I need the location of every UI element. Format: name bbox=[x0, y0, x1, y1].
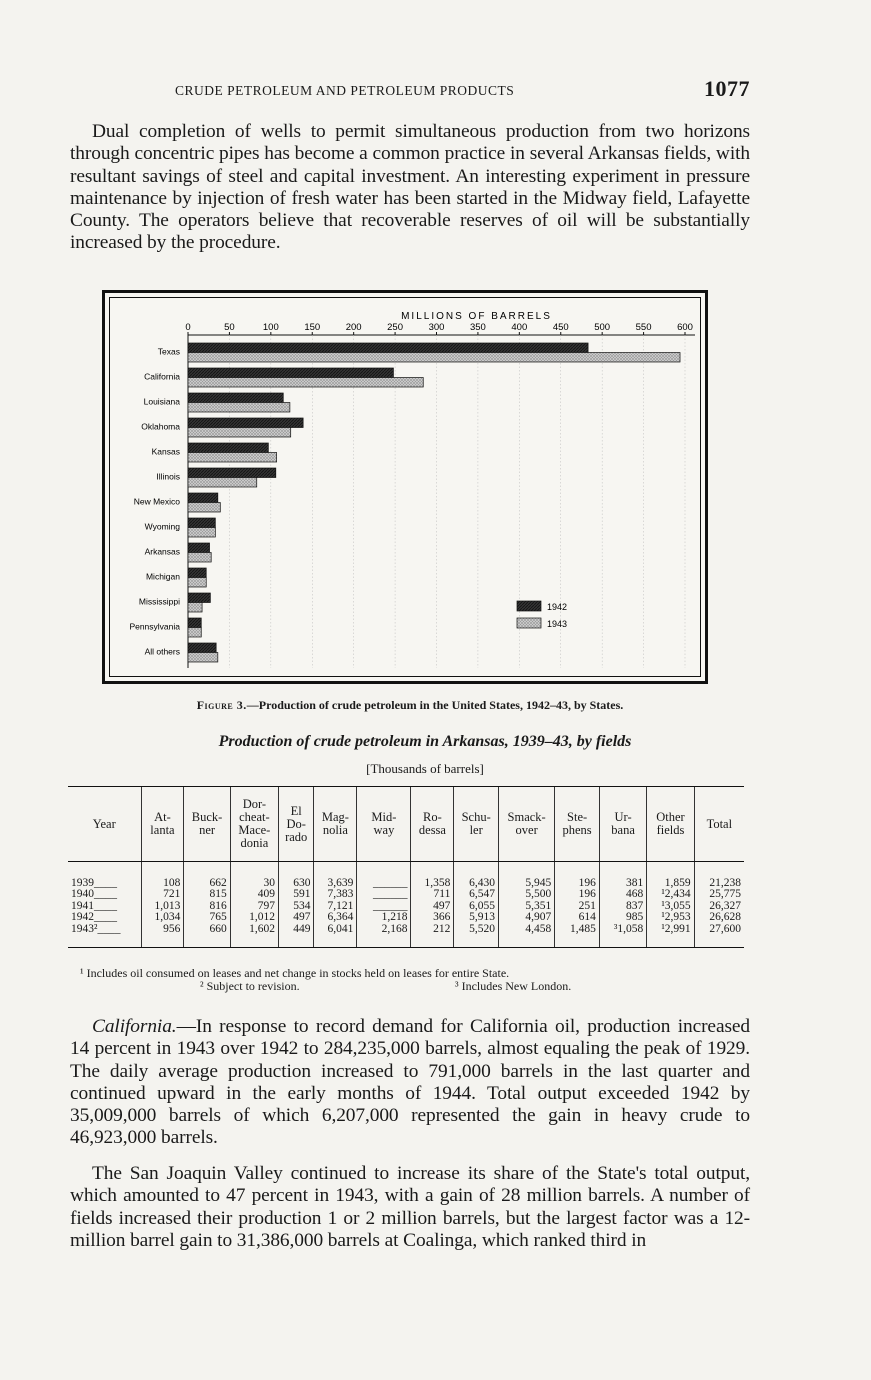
value-cell: 1,012 bbox=[230, 912, 278, 923]
value-cell: ¹2,434 bbox=[647, 889, 694, 900]
year-cell: 1943²____ bbox=[68, 924, 141, 948]
x-tick-label: 100 bbox=[262, 322, 279, 333]
bar-1942 bbox=[188, 343, 588, 353]
footnote-1: ¹ Includes oil consumed on leases and net change in stocks held on leases for entire State. bbox=[80, 966, 510, 980]
value-cell: 534 bbox=[278, 901, 314, 912]
category-label: Michigan bbox=[145, 571, 180, 582]
bar-1943 bbox=[188, 553, 211, 563]
value-cell: 6,041 bbox=[314, 924, 357, 948]
value-cell: 4,458 bbox=[498, 924, 554, 948]
value-cell: 409 bbox=[230, 889, 278, 900]
bar-1942 bbox=[188, 368, 393, 378]
column-header: Mag- nolia bbox=[314, 787, 357, 862]
value-cell: ¹3,055 bbox=[647, 901, 694, 912]
value-cell: 5,520 bbox=[454, 924, 499, 948]
column-header: Total bbox=[694, 787, 744, 862]
legend-swatch bbox=[517, 618, 541, 628]
value-cell: 25,775 bbox=[694, 889, 744, 900]
bar-1942 bbox=[188, 543, 210, 553]
value-cell: 6,364 bbox=[314, 912, 357, 923]
paragraph-california bbox=[70, 1016, 750, 1150]
value-cell: 1,218 bbox=[357, 912, 411, 923]
column-header: Buck- ner bbox=[184, 787, 230, 862]
year-cell: 1940____ bbox=[71, 888, 117, 901]
value-cell: 449 bbox=[278, 924, 314, 948]
california-lead: California. bbox=[92, 1016, 177, 1037]
x-tick-label: 200 bbox=[345, 322, 362, 333]
x-tick-label: 300 bbox=[428, 322, 445, 333]
production-chart bbox=[102, 290, 708, 684]
value-cell: 381 bbox=[599, 878, 646, 889]
bar-1942 bbox=[188, 443, 268, 453]
value-cell: ³1,058 bbox=[599, 924, 646, 948]
value-cell: 7,383 bbox=[314, 889, 357, 900]
category-label: Louisiana bbox=[143, 396, 180, 407]
bar-1943 bbox=[188, 378, 423, 388]
bar-1943 bbox=[188, 403, 290, 413]
value-cell: 6,430 bbox=[454, 878, 499, 889]
value-cell: ______ bbox=[357, 901, 411, 912]
value-cell: 26,628 bbox=[694, 912, 744, 923]
figure-caption-lead: Figure 3. bbox=[196, 698, 247, 712]
bar-1942 bbox=[188, 593, 210, 603]
value-cell: 468 bbox=[599, 889, 646, 900]
value-cell: 108 bbox=[141, 878, 184, 889]
value-cell: 765 bbox=[184, 912, 230, 923]
value-cell: 6,547 bbox=[454, 889, 499, 900]
x-tick-label: 400 bbox=[511, 322, 528, 333]
category-label: Mississippi bbox=[138, 596, 180, 607]
legend-label: 1942 bbox=[547, 602, 568, 612]
value-cell: 711 bbox=[411, 889, 454, 900]
value-cell: 5,500 bbox=[498, 889, 554, 900]
value-cell: 662 bbox=[184, 878, 230, 889]
paragraph-dual-completion: Dual completion of wells to permit simultaneous production from two horizons through concentric pipes has become a common practice in several Arkansas fields, with resultant savings of steel and capital investment. An interesting experiment in pressure maintenance by injection of fresh water has been started in the Midway field, Lafayette County. The operators believe that recoverable reserves of oil will be substantially increased by the procedure. bbox=[70, 121, 750, 254]
category-label: Arkansas bbox=[144, 546, 180, 557]
category-label: Wyoming bbox=[144, 521, 180, 532]
x-tick-label: 450 bbox=[552, 322, 569, 333]
bar-1943 bbox=[188, 653, 218, 663]
value-cell: 1,013 bbox=[141, 901, 184, 912]
page-number: 1077 bbox=[704, 76, 750, 101]
column-header: Dor- cheat- Mace- donia bbox=[230, 787, 278, 862]
value-cell: 497 bbox=[411, 901, 454, 912]
value-cell: ______ bbox=[357, 889, 411, 900]
value-cell: 837 bbox=[599, 901, 646, 912]
column-header: Ur- bana bbox=[599, 787, 646, 862]
california-text: —In response to record demand for California oil, production increased 14 percent in 1943 over 1942 to 284,235,000 barrels, almost equaling the peak of 1929. The daily average production increased to 791,000 barrels in the last quarter and continued upward in the early months of 1944. Total output exceeded 1942 by 35,009,000 barrels of which 6,207,000 represented the gain in heavy crude to 46,923,000 barrels. bbox=[70, 1016, 750, 1149]
x-tick-label: 0 bbox=[185, 322, 191, 333]
value-cell: 5,913 bbox=[454, 912, 499, 923]
table-row bbox=[68, 924, 744, 948]
chart-svg bbox=[105, 293, 705, 681]
category-label: Texas bbox=[157, 346, 180, 357]
value-cell: 497 bbox=[278, 912, 314, 923]
value-cell: 614 bbox=[555, 912, 600, 923]
footnote-3: ³ Includes New London. bbox=[455, 979, 572, 993]
value-cell: 21,238 bbox=[694, 878, 744, 889]
x-tick-label: 550 bbox=[635, 322, 652, 333]
paragraph-san-joaquin: The San Joaquin Valley continued to increase its share of the State's total output, which amounted to 47 percent in 1943, with a gain of 28 million barrels. A number of fields increased their production 1 or 2 million barrels, but the largest factor was a 12-million barrel gain to 31,386,000 barrels at Coalinga, which ranked third in bbox=[70, 1163, 750, 1251]
bar-1943 bbox=[188, 603, 202, 613]
column-header: Ro- dessa bbox=[411, 787, 454, 862]
bar-1942 bbox=[188, 518, 215, 528]
bar-1943 bbox=[188, 578, 206, 588]
bar-1942 bbox=[188, 393, 283, 403]
value-cell: 1,602 bbox=[230, 924, 278, 948]
value-cell: 956 bbox=[141, 924, 184, 948]
legend-label: 1943 bbox=[547, 619, 568, 629]
chart-title: MILLIONS OF BARRELS bbox=[401, 311, 552, 322]
year-cell: 1939____ bbox=[71, 877, 117, 889]
year-cell: 1942____ bbox=[71, 911, 117, 924]
value-cell: 1,485 bbox=[555, 924, 600, 948]
category-label: Kansas bbox=[151, 446, 180, 457]
value-cell: ¹2,953 bbox=[647, 912, 694, 923]
table-title: Production of crude petroleum in Arkansas, 1939–43, by fields bbox=[218, 733, 632, 750]
x-tick-label: 250 bbox=[387, 322, 404, 333]
category-label: Illinois bbox=[156, 471, 180, 482]
value-cell: 985 bbox=[599, 912, 646, 923]
column-header: Other fields bbox=[647, 787, 694, 862]
value-cell: 1,859 bbox=[647, 878, 694, 889]
value-cell: 721 bbox=[141, 889, 184, 900]
table-header-row bbox=[68, 787, 744, 862]
value-cell: 660 bbox=[184, 924, 230, 948]
figure-caption-text: —Production of crude petroleum in the United States, 1942–43, by States. bbox=[246, 698, 624, 712]
category-label: California bbox=[144, 371, 180, 382]
x-tick-label: 600 bbox=[677, 322, 693, 333]
x-tick-label: 50 bbox=[224, 322, 235, 333]
bar-1943 bbox=[188, 628, 201, 638]
column-header: El Do- rado bbox=[278, 787, 314, 862]
value-cell: 591 bbox=[278, 889, 314, 900]
value-cell: 4,907 bbox=[498, 912, 554, 923]
value-cell: 212 bbox=[411, 924, 454, 948]
x-tick-label: 350 bbox=[469, 322, 486, 333]
x-tick-label: 500 bbox=[594, 322, 611, 333]
value-cell: 30 bbox=[230, 878, 278, 889]
value-cell: 5,351 bbox=[498, 901, 554, 912]
value-cell: 3,639 bbox=[314, 878, 357, 889]
bar-1942 bbox=[188, 643, 216, 653]
legend-swatch bbox=[517, 601, 541, 611]
category-label: Oklahoma bbox=[141, 421, 180, 432]
bar-1942 bbox=[188, 618, 201, 628]
bar-1943 bbox=[188, 503, 220, 513]
footnote-2: ² Subject to revision. bbox=[200, 979, 300, 993]
value-cell: 6,055 bbox=[454, 901, 499, 912]
value-cell: 1,034 bbox=[141, 912, 184, 923]
value-cell: 196 bbox=[555, 889, 600, 900]
x-tick-label: 150 bbox=[304, 322, 321, 333]
column-header: Mid- way bbox=[357, 787, 411, 862]
bar-1942 bbox=[188, 418, 303, 428]
value-cell: ______ bbox=[357, 878, 411, 889]
bar-1943 bbox=[188, 478, 257, 488]
column-header: Schu- ler bbox=[454, 787, 499, 862]
bar-1943 bbox=[188, 353, 680, 363]
value-cell: 251 bbox=[555, 901, 600, 912]
bar-1942 bbox=[188, 493, 218, 503]
value-cell: 1,358 bbox=[411, 878, 454, 889]
value-cell: 5,945 bbox=[498, 878, 554, 889]
running-head bbox=[175, 76, 750, 104]
category-label: Pennsylvania bbox=[129, 621, 180, 632]
category-label: All others bbox=[144, 646, 180, 657]
column-header: Ste- phens bbox=[555, 787, 600, 862]
year-cell: 1941____ bbox=[71, 899, 117, 912]
table-body bbox=[68, 862, 744, 948]
arkansas-production-table bbox=[68, 786, 744, 948]
value-cell: 630 bbox=[278, 878, 314, 889]
column-header: Year bbox=[68, 787, 141, 862]
value-cell: 26,327 bbox=[694, 901, 744, 912]
running-head-title: CRUDE PETROLEUM AND PETROLEUM PRODUCTS bbox=[175, 83, 515, 98]
value-cell: 366 bbox=[411, 912, 454, 923]
table-row bbox=[68, 912, 744, 923]
bar-1943 bbox=[188, 453, 277, 463]
value-cell: ¹2,991 bbox=[647, 924, 694, 948]
value-cell: 7,121 bbox=[314, 901, 357, 912]
column-header: Smack- over bbox=[498, 787, 554, 862]
bar-1943 bbox=[188, 428, 291, 438]
bar-1942 bbox=[188, 568, 206, 578]
value-cell: 27,600 bbox=[694, 924, 744, 948]
bar-1942 bbox=[188, 468, 276, 478]
figure-caption bbox=[130, 698, 690, 713]
value-cell: 815 bbox=[184, 889, 230, 900]
value-cell: 816 bbox=[184, 901, 230, 912]
value-cell: 797 bbox=[230, 901, 278, 912]
bar-1943 bbox=[188, 528, 215, 538]
value-cell: 2,168 bbox=[357, 924, 411, 948]
table-unit: [Thousands of barrels] bbox=[366, 761, 484, 776]
column-header: At- lanta bbox=[141, 787, 184, 862]
category-label: New Mexico bbox=[133, 496, 180, 507]
value-cell: 196 bbox=[555, 878, 600, 889]
